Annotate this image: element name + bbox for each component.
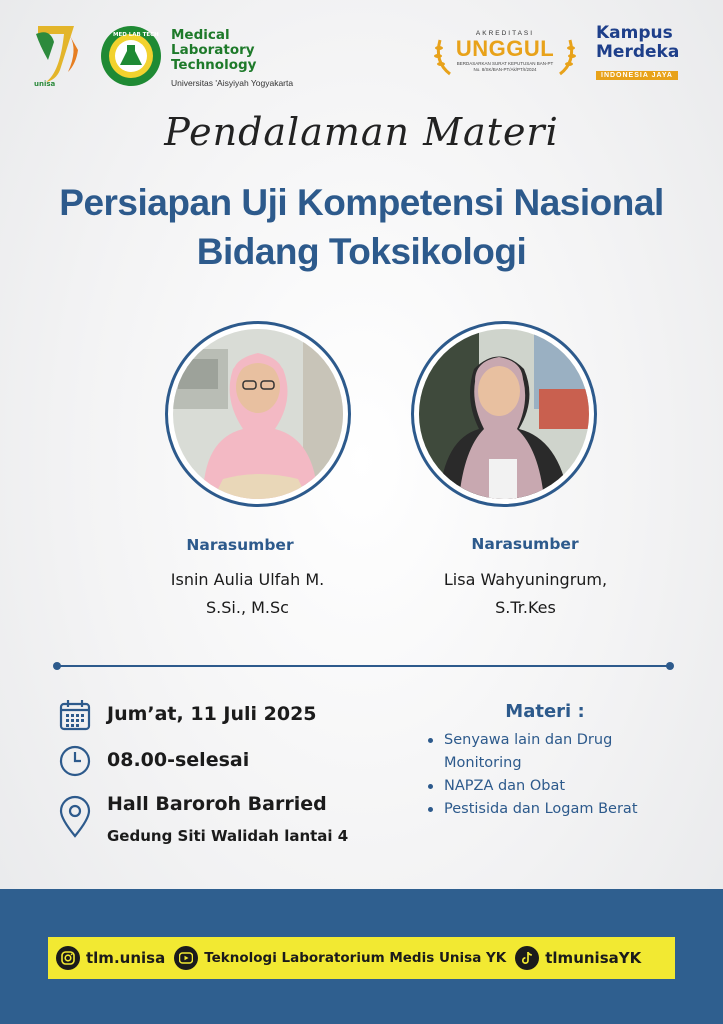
section-divider [57,665,672,667]
speaker-1-label: Narasumber [186,536,294,554]
speaker-1-name-line2: S.Si., M.Sc [206,598,289,617]
youtube-icon [174,946,198,970]
akreditasi-badge [430,30,580,82]
event-place: Hall Baroroh Barried [107,793,327,815]
akreditasi-number: No. 8/SK/BAN-PT/Ak/PT/I/2024 [473,67,537,72]
kampus-line2: Merdeka [596,42,680,62]
speaker-2-name-line2: S.Tr.Kes [495,598,556,617]
speaker-2-label: Narasumber [471,535,579,553]
speaker-1-name [120,566,375,622]
event-title [0,178,723,276]
mlt-name-line3: Technology [171,57,257,73]
materi-item: Pestisida dan Logam Berat [428,798,688,821]
calendar-icon [58,698,92,732]
tiktok-handle: tlmunisaYK [545,949,642,967]
unisa-logo [30,20,86,90]
unisa-logo-text: unisa [34,80,56,88]
speaker-2-name [398,566,653,622]
mlt-badge-text: MED LAB TECH [113,32,159,38]
mlt-name-line1: Medical [171,27,230,43]
event-date: Jum’at, 11 Juli 2025 [107,703,317,725]
akreditasi-note: BERDASARKAN SURAT KEPUTUSAN BAN-PT [456,61,554,66]
mlt-name-line2: Laboratory [171,42,255,58]
speaker-1-portrait [173,329,343,499]
materi-list [428,729,688,821]
mlt-university: Universitas 'Aisyiyah Yogyakarta [171,78,294,88]
speaker-2-photo [411,321,597,507]
instagram-icon [56,946,80,970]
akreditasi-label: AKREDITASI [475,30,535,37]
youtube-channel: Teknologi Laboratorium Medis Unisa YK [204,950,507,966]
laurel-right-icon [556,36,580,76]
tiktok-icon [515,946,539,970]
clock-icon [58,744,92,778]
speaker-2-name-line1: Lisa Wahyuningrum, [443,570,608,589]
kampus-tagline: INDONESIA JAYA [596,71,678,80]
speaker-1-photo [165,321,351,507]
med-lab-tech-badge [100,25,162,87]
event-building: Gedung Siti Walidah lantai 4 [107,827,349,845]
speaker-1-name-line1: Isnin Aulia Ulfah M. [170,570,325,589]
event-title-line2: Bidang Toksikologi [196,231,527,272]
location-pin-icon [58,795,92,839]
instagram-handle: tlm.unisa [86,949,166,967]
materi-item: NAPZA dan Obat [428,775,688,798]
event-title-line1: Persiapan Uji Kompetensi Nasional [59,182,664,223]
social-media-bar [48,937,675,979]
kampus-merdeka-logo [596,24,708,82]
divider-dot-right [666,662,674,670]
kampus-line1: Kampus [596,23,673,43]
speaker-2-portrait [419,329,589,499]
akreditasi-value: UNGGUL [455,36,555,61]
script-title: Pendalaman Materi [164,110,559,154]
mlt-wordmark [171,28,293,91]
event-time: 08.00-selesai [107,749,250,771]
materi-heading: Materi : [505,701,585,722]
materi-item: Senyawa lain dan Drug Monitoring [428,729,688,775]
divider-dot-left [53,662,61,670]
laurel-left-icon [430,36,454,76]
